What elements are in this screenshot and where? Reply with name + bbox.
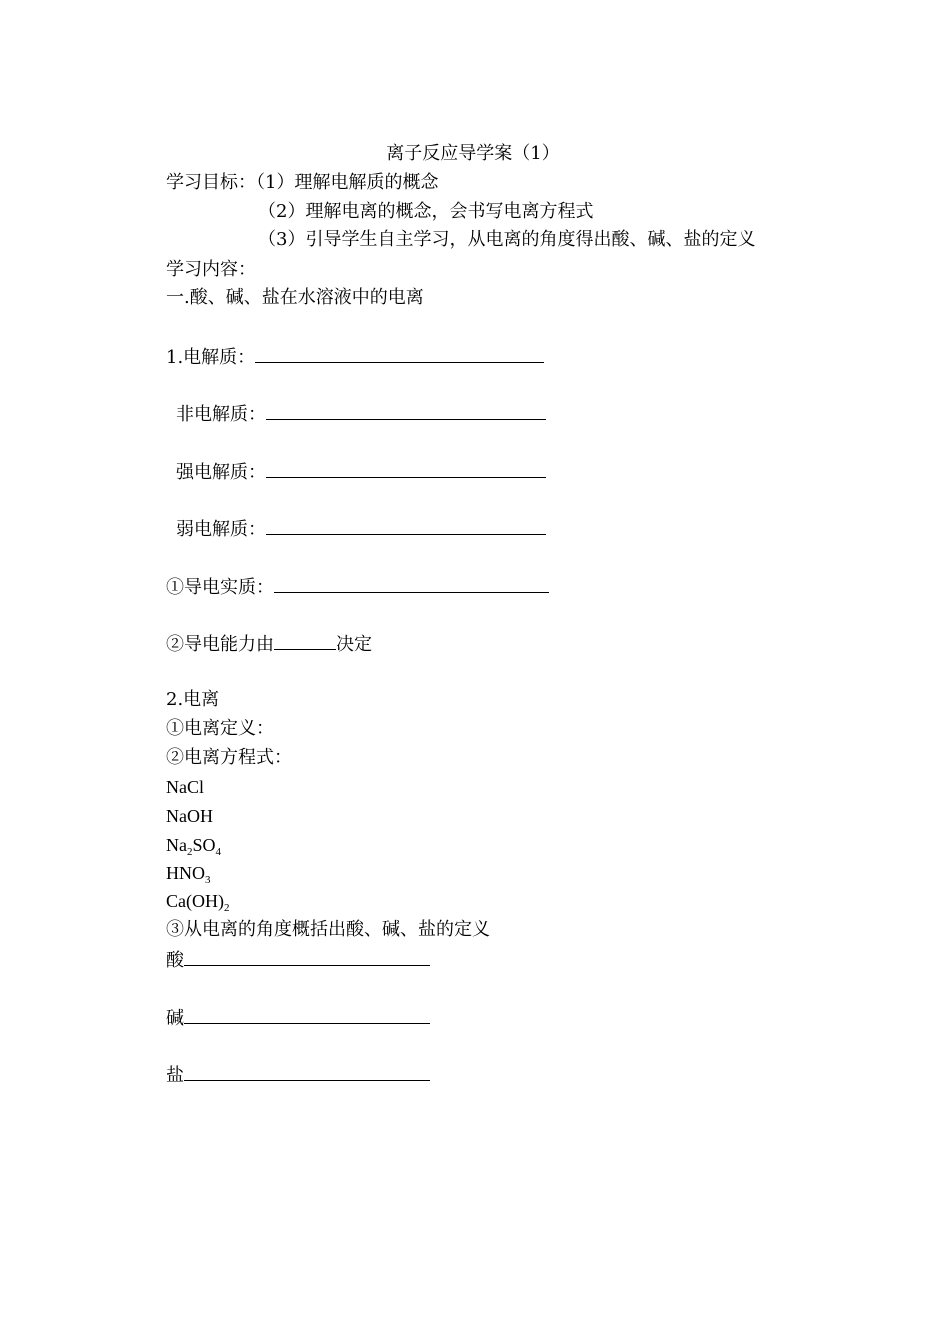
document-title: 离子反应导学案（1） (386, 143, 560, 164)
formula-na2so4-sub-1: 2 (187, 846, 193, 858)
objective-item-3: （3）引导学生自主学习，从电离的角度得出酸、碱、盐的定义 (258, 229, 756, 250)
conduction-ability-suffix: 决定 (336, 634, 372, 655)
objective-item-1: （1）理解电解质的概念 (256, 172, 439, 193)
formula-caoh2-sub: 2 (223, 902, 230, 914)
weak-electrolyte-label: 弱电解质： (176, 519, 266, 540)
formula-na2so4-part-1: Na (166, 835, 187, 855)
ionization-definition: ①电离定义： (166, 718, 274, 739)
electrolyte-blank[interactable] (255, 344, 544, 363)
formula-hno3-part: HNO (166, 863, 205, 883)
section2-heading: 2.电离 (166, 689, 220, 710)
formula-nacl: NaCl (166, 777, 204, 797)
conduction-essence-label: ①导电实质： (166, 577, 274, 598)
formula-na2so4-part-2: SO (192, 835, 216, 855)
formula-hno3 (166, 861, 211, 885)
base-blank[interactable] (184, 1005, 430, 1024)
electrolyte-row (166, 344, 544, 370)
formula-caoh2 (166, 889, 229, 913)
formula-na2so4-sub-2: 4 (215, 846, 222, 858)
section1-heading: 一.酸、碱、盐在水溶液中的电离 (166, 287, 424, 308)
weak-electrolyte-row (176, 516, 546, 542)
strong-electrolyte-blank[interactable] (266, 459, 546, 478)
acid-blank[interactable] (184, 947, 430, 966)
formula-naoh: NaOH (166, 806, 213, 826)
conduction-essence-blank[interactable] (274, 574, 549, 593)
conduction-essence-row (166, 574, 549, 600)
acid-row (166, 947, 430, 973)
formula-caoh2-part: Ca(OH) (166, 891, 224, 911)
conduction-ability-prefix: ②导电能力由 (166, 634, 274, 655)
non-electrolyte-row (176, 401, 546, 427)
non-electrolyte-label: 非电解质： (176, 404, 266, 425)
electrolyte-label: 1.电解质： (166, 347, 256, 368)
ionization-equation-label: ②电离方程式： (166, 747, 292, 768)
content-label: 学习内容： (166, 259, 256, 280)
objectives-line-1 (166, 171, 438, 195)
formula-hno3-sub: 3 (205, 874, 211, 886)
formula-na2so4 (166, 833, 221, 857)
weak-electrolyte-blank[interactable] (266, 516, 546, 535)
objective-item-2: （2）理解电离的概念，会书写电离方程式 (258, 201, 594, 222)
strong-electrolyte-label: 强电解质： (176, 462, 266, 483)
strong-electrolyte-row (176, 459, 546, 485)
salt-row (166, 1062, 430, 1088)
objectives-label: 学习目标： (166, 172, 256, 193)
conduction-ability-blank[interactable] (274, 631, 336, 650)
salt-label: 盐 (166, 1065, 184, 1086)
conduction-ability-row (166, 631, 372, 657)
non-electrolyte-blank[interactable] (266, 401, 546, 420)
salt-blank[interactable] (184, 1062, 430, 1081)
definition-summary: ③从电离的角度概括出酸、碱、盐的定义 (166, 919, 490, 940)
base-row (166, 1005, 430, 1031)
acid-label: 酸 (166, 950, 184, 971)
base-label: 碱 (166, 1008, 184, 1029)
